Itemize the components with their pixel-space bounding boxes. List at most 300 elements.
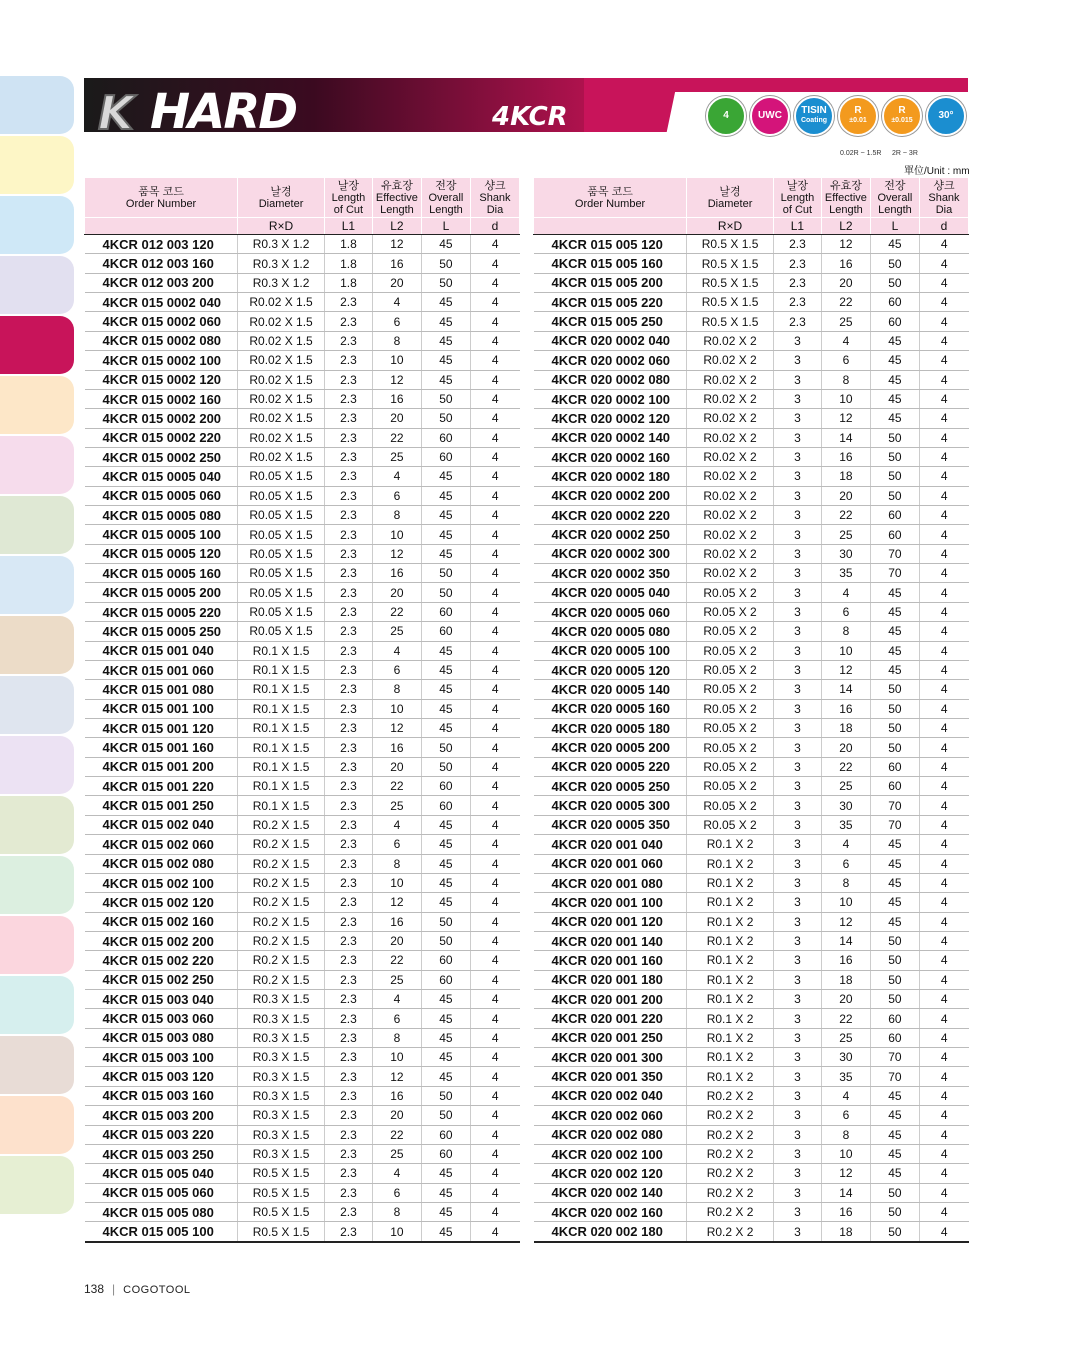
diameter-cell: R0.2 X 1.5 [238, 951, 325, 970]
diameter-cell: R0.1 X 2 [687, 893, 774, 912]
l2-cell: 16 [821, 254, 870, 273]
table-row [85, 990, 520, 1009]
diameter-cell: R0.2 X 1.5 [238, 873, 325, 892]
overall-length-cell: 50 [421, 583, 470, 602]
order-number-cell: 4KCR 020 0005 080 [534, 622, 687, 641]
shank-dia-cell: 4 [470, 777, 519, 796]
order-number-cell: 4KCR 015 0005 100 [85, 525, 238, 544]
table-row [534, 1009, 969, 1028]
l1-cell: 2.3 [324, 331, 372, 350]
l2-cell: 16 [821, 1202, 870, 1221]
diameter-cell: R0.5 X 1.5 [687, 254, 774, 273]
shank-dia-cell: 4 [919, 447, 968, 466]
order-number-cell: 4KCR 015 0002 120 [85, 370, 238, 389]
shank-dia-cell: 4 [470, 796, 519, 815]
table-row [534, 1028, 969, 1047]
l2-cell: 14 [821, 428, 870, 447]
col-overall-length: 전장 Overall Length [421, 178, 470, 218]
l2-cell: 22 [372, 1125, 421, 1144]
l1-cell: 3 [773, 467, 821, 486]
l1-cell: 3 [773, 389, 821, 408]
l1-cell: 3 [773, 835, 821, 854]
side-tab [0, 136, 74, 194]
diameter-cell: R0.02 X 2 [687, 544, 774, 563]
diameter-cell: R0.3 X 1.5 [238, 1009, 325, 1028]
spec-table-right [533, 178, 969, 1243]
l1-cell: 2.3 [324, 796, 372, 815]
shank-dia-cell: 4 [470, 273, 519, 292]
l1-cell: 3 [773, 1028, 821, 1047]
table-row [85, 699, 520, 718]
overall-length-cell: 50 [421, 389, 470, 408]
diameter-cell: R0.05 X 2 [687, 583, 774, 602]
l1-cell: 2.3 [324, 1009, 372, 1028]
side-tab [0, 376, 74, 434]
overall-length-cell: 50 [870, 467, 919, 486]
l2-cell: 12 [821, 1164, 870, 1183]
shank-dia-cell: 4 [470, 854, 519, 873]
overall-length-cell: 50 [421, 738, 470, 757]
l1-cell: 3 [773, 660, 821, 679]
l1-cell: 2.3 [773, 254, 821, 273]
order-number-cell: 4KCR 015 003 060 [85, 1009, 238, 1028]
table-row [534, 622, 969, 641]
l2-cell: 4 [372, 1164, 421, 1183]
l2-cell: 4 [821, 331, 870, 350]
l2-cell: 6 [372, 1009, 421, 1028]
badge-note-2: 2R ~ 3R [892, 150, 918, 157]
l1-cell: 2.3 [324, 1067, 372, 1086]
shank-dia-cell: 4 [470, 622, 519, 641]
l1-cell: 2.3 [324, 680, 372, 699]
overall-length-cell: 50 [870, 428, 919, 447]
l2-cell: 20 [372, 273, 421, 292]
l2-cell: 6 [821, 351, 870, 370]
overall-length-cell: 45 [421, 331, 470, 350]
shank-dia-cell: 4 [470, 815, 519, 834]
table-row [534, 428, 969, 447]
table-row [534, 370, 969, 389]
table-row [534, 1222, 969, 1242]
shank-dia-cell: 4 [919, 409, 968, 428]
overall-length-cell: 60 [421, 970, 470, 989]
l2-cell: 10 [821, 1144, 870, 1163]
l2-cell: 4 [821, 1086, 870, 1105]
side-tab [0, 316, 74, 374]
order-number-cell: 4KCR 012 003 200 [85, 273, 238, 292]
l2-cell: 14 [821, 1183, 870, 1202]
overall-length-cell: 50 [870, 699, 919, 718]
l1-cell: 2.3 [324, 660, 372, 679]
l2-cell: 22 [372, 777, 421, 796]
table-row [85, 1183, 520, 1202]
diameter-cell: R0.02 X 1.5 [238, 409, 325, 428]
order-number-cell: 4KCR 020 002 160 [534, 1202, 687, 1221]
l2-cell: 18 [821, 467, 870, 486]
l2-cell: 22 [821, 293, 870, 312]
diameter-cell: R0.3 X 1.5 [238, 1028, 325, 1047]
order-number-cell: 4KCR 015 003 080 [85, 1028, 238, 1047]
table-row [534, 486, 969, 505]
overall-length-cell: 45 [421, 699, 470, 718]
table-row [85, 235, 520, 254]
overall-length-cell: 70 [870, 796, 919, 815]
side-tab [0, 856, 74, 914]
order-number-cell: 4KCR 020 001 080 [534, 873, 687, 892]
l1-cell: 3 [773, 854, 821, 873]
order-number-cell: 4KCR 015 005 220 [534, 293, 687, 312]
order-number-cell: 4KCR 020 001 350 [534, 1067, 687, 1086]
diameter-cell: R0.05 X 2 [687, 796, 774, 815]
overall-length-cell: 45 [870, 912, 919, 931]
overall-length-cell: 50 [421, 564, 470, 583]
series-banner [84, 78, 968, 140]
overall-length-cell: 60 [870, 525, 919, 544]
l2-cell: 6 [372, 835, 421, 854]
sub-header-l2: L2 [821, 218, 870, 235]
table-row [534, 718, 969, 737]
table-row [534, 951, 969, 970]
diameter-cell: R0.05 X 2 [687, 815, 774, 834]
series-title: HARD [150, 84, 297, 140]
order-number-cell: 4KCR 015 005 120 [534, 235, 687, 254]
diameter-cell: R0.5 X 1.5 [687, 293, 774, 312]
table-row [534, 1067, 969, 1086]
order-number-cell: 4KCR 015 003 040 [85, 990, 238, 1009]
table-row [85, 718, 520, 737]
shank-dia-cell: 4 [470, 1125, 519, 1144]
overall-length-cell: 45 [870, 854, 919, 873]
col-length-of-cut: 날장 Length of Cut [324, 178, 372, 218]
order-number-cell: 4KCR 012 003 120 [85, 235, 238, 254]
l2-cell: 12 [821, 235, 870, 254]
table-row [534, 912, 969, 931]
overall-length-cell: 45 [421, 835, 470, 854]
diameter-cell: R0.3 X 1.5 [238, 990, 325, 1009]
order-number-cell: 4KCR 015 005 160 [534, 254, 687, 273]
table-row [85, 486, 520, 505]
overall-length-cell: 45 [421, 544, 470, 563]
overall-length-cell: 45 [870, 1086, 919, 1105]
overall-length-cell: 50 [421, 931, 470, 950]
order-number-cell: 4KCR 020 0002 100 [534, 389, 687, 408]
diameter-cell: R0.02 X 1.5 [238, 293, 325, 312]
l1-cell: 3 [773, 506, 821, 525]
table-row [85, 757, 520, 776]
diameter-cell: R0.2 X 1.5 [238, 835, 325, 854]
order-number-cell: 4KCR 020 001 220 [534, 1009, 687, 1028]
overall-length-cell: 70 [870, 564, 919, 583]
order-number-cell: 4KCR 020 0002 120 [534, 409, 687, 428]
l2-cell: 8 [372, 854, 421, 873]
order-number-cell: 4KCR 020 0005 350 [534, 815, 687, 834]
order-number-cell: 4KCR 015 0002 080 [85, 331, 238, 350]
side-tab [0, 976, 74, 1034]
order-number-cell: 4KCR 015 0005 220 [85, 602, 238, 621]
diameter-cell: R0.02 X 2 [687, 331, 774, 350]
l2-cell: 10 [372, 351, 421, 370]
shank-dia-cell: 4 [919, 1202, 968, 1221]
badge-label: 4 [723, 110, 729, 121]
table-row [534, 564, 969, 583]
order-number-cell: 4KCR 020 001 140 [534, 931, 687, 950]
l2-cell: 8 [372, 680, 421, 699]
l2-cell: 10 [372, 1222, 421, 1242]
l2-cell: 6 [372, 486, 421, 505]
overall-length-cell: 45 [421, 293, 470, 312]
col-diameter: 날경 Diameter [687, 178, 774, 218]
l2-cell: 12 [821, 660, 870, 679]
overall-length-cell: 45 [870, 370, 919, 389]
l1-cell: 2.3 [324, 641, 372, 660]
table-row [534, 680, 969, 699]
overall-length-cell: 50 [421, 1086, 470, 1105]
l2-cell: 35 [821, 564, 870, 583]
order-number-cell: 4KCR 020 0005 220 [534, 757, 687, 776]
overall-length-cell: 60 [870, 757, 919, 776]
overall-length-cell: 45 [870, 1144, 919, 1163]
shank-dia-cell: 4 [919, 1106, 968, 1125]
l1-cell: 3 [773, 1164, 821, 1183]
l2-cell: 12 [372, 235, 421, 254]
table-row [534, 409, 969, 428]
l2-cell: 20 [372, 757, 421, 776]
overall-length-cell: 60 [870, 777, 919, 796]
table-row [534, 835, 969, 854]
shank-dia-cell: 4 [470, 718, 519, 737]
l2-cell: 16 [821, 951, 870, 970]
l2-cell: 10 [821, 389, 870, 408]
diameter-cell: R0.5 X 1.5 [238, 1183, 325, 1202]
table-row [534, 854, 969, 873]
shank-dia-cell: 4 [919, 428, 968, 447]
sub-header-d: d [470, 218, 519, 235]
overall-length-cell: 50 [870, 1222, 919, 1242]
diameter-cell: R0.02 X 2 [687, 506, 774, 525]
diameter-cell: R0.2 X 1.5 [238, 970, 325, 989]
shank-dia-cell: 4 [919, 757, 968, 776]
l1-cell: 3 [773, 893, 821, 912]
l1-cell: 3 [773, 757, 821, 776]
overall-length-cell: 50 [421, 912, 470, 931]
order-number-cell: 4KCR 020 0002 060 [534, 351, 687, 370]
l1-cell: 2.3 [324, 1183, 372, 1202]
diameter-cell: R0.1 X 2 [687, 873, 774, 892]
l1-cell: 2.3 [324, 873, 372, 892]
order-number-cell: 4KCR 020 001 200 [534, 990, 687, 1009]
col-overall-length: 전장 Overall Length [870, 178, 919, 218]
shank-dia-cell: 4 [919, 660, 968, 679]
l1-cell: 2.3 [324, 931, 372, 950]
diameter-cell: R0.5 X 1.5 [687, 273, 774, 292]
order-number-cell: 4KCR 020 001 040 [534, 835, 687, 854]
diameter-cell: R0.05 X 2 [687, 699, 774, 718]
table-row [85, 1086, 520, 1105]
diameter-cell: R0.05 X 1.5 [238, 525, 325, 544]
l2-cell: 22 [821, 757, 870, 776]
table-row [534, 1086, 969, 1105]
order-number-cell: 4KCR 015 005 100 [85, 1222, 238, 1242]
l2-cell: 4 [372, 467, 421, 486]
diameter-cell: R0.1 X 1.5 [238, 796, 325, 815]
order-number-cell: 4KCR 020 0002 080 [534, 370, 687, 389]
table-row [534, 777, 969, 796]
order-number-cell: 4KCR 015 0002 220 [85, 428, 238, 447]
diameter-cell: R0.02 X 2 [687, 525, 774, 544]
order-number-cell: 4KCR 015 001 120 [85, 718, 238, 737]
table-row [534, 641, 969, 660]
l1-cell: 2.3 [324, 893, 372, 912]
table-row [85, 835, 520, 854]
l2-cell: 4 [821, 835, 870, 854]
overall-length-cell: 45 [421, 525, 470, 544]
overall-length-cell: 45 [421, 660, 470, 679]
table-row [534, 1144, 969, 1163]
diameter-cell: R0.1 X 1.5 [238, 699, 325, 718]
l2-cell: 16 [821, 699, 870, 718]
overall-length-cell: 60 [421, 602, 470, 621]
order-number-cell: 4KCR 015 005 080 [85, 1202, 238, 1221]
shank-dia-cell: 4 [919, 544, 968, 563]
overall-length-cell: 45 [870, 835, 919, 854]
l2-cell: 16 [372, 1086, 421, 1105]
l1-cell: 3 [773, 1009, 821, 1028]
diameter-cell: R0.02 X 2 [687, 370, 774, 389]
order-number-cell: 4KCR 020 002 140 [534, 1183, 687, 1202]
l1-cell: 2.3 [324, 564, 372, 583]
diameter-cell: R0.3 X 1.2 [238, 254, 325, 273]
table-row [85, 1048, 520, 1067]
side-tab [0, 736, 74, 794]
shank-dia-cell: 4 [470, 544, 519, 563]
l1-cell: 3 [773, 1183, 821, 1202]
overall-length-cell: 45 [421, 1048, 470, 1067]
l2-cell: 12 [372, 1067, 421, 1086]
l1-cell: 2.3 [324, 467, 372, 486]
overall-length-cell: 50 [870, 486, 919, 505]
l1-cell: 2.3 [324, 1086, 372, 1105]
col-shank-dia: 샹크 Shank Dia [919, 178, 968, 218]
order-number-cell: 4KCR 020 002 040 [534, 1086, 687, 1105]
table-row [85, 1144, 520, 1163]
l1-cell: 2.3 [324, 1144, 372, 1163]
footer-separator: | [112, 1282, 116, 1296]
shank-dia-cell: 4 [919, 486, 968, 505]
l1-cell: 2.3 [324, 815, 372, 834]
l1-cell: 2.3 [324, 447, 372, 466]
table-row [534, 1202, 969, 1221]
radius-tolerance-icon [838, 96, 878, 136]
shank-dia-cell: 4 [470, 447, 519, 466]
table-row [85, 544, 520, 563]
diameter-cell: R0.1 X 2 [687, 912, 774, 931]
l1-cell: 3 [773, 409, 821, 428]
overall-length-cell: 45 [421, 1222, 470, 1242]
series-k-logo: K [98, 86, 132, 140]
table-row [534, 389, 969, 408]
diameter-cell: R0.2 X 2 [687, 1222, 774, 1242]
overall-length-cell: 45 [421, 1202, 470, 1221]
table-row [534, 447, 969, 466]
col-effective-length: 유효장 Effective Length [372, 178, 421, 218]
l2-cell: 25 [821, 312, 870, 331]
order-number-cell: 4KCR 020 001 160 [534, 951, 687, 970]
shank-dia-cell: 4 [470, 660, 519, 679]
order-number-cell: 4KCR 020 0002 180 [534, 467, 687, 486]
l1-cell: 3 [773, 1067, 821, 1086]
table-row [534, 757, 969, 776]
shank-dia-cell: 4 [919, 583, 968, 602]
order-number-cell: 4KCR 015 0005 040 [85, 467, 238, 486]
diameter-cell: R0.05 X 1.5 [238, 486, 325, 505]
shank-dia-cell: 4 [470, 293, 519, 312]
l2-cell: 16 [372, 738, 421, 757]
overall-length-cell: 60 [421, 951, 470, 970]
tisin-coating-icon [794, 96, 834, 136]
l2-cell: 8 [372, 1028, 421, 1047]
uwc-icon [750, 96, 790, 136]
col-order-number: 품목 코드 Order Number [85, 178, 238, 218]
l2-cell: 16 [821, 447, 870, 466]
l1-cell: 3 [773, 680, 821, 699]
diameter-cell: R0.1 X 1.5 [238, 641, 325, 660]
overall-length-cell: 45 [421, 506, 470, 525]
order-number-cell: 4KCR 015 002 100 [85, 873, 238, 892]
l2-cell: 22 [372, 951, 421, 970]
l1-cell: 3 [773, 544, 821, 563]
l1-cell: 3 [773, 641, 821, 660]
l2-cell: 10 [821, 641, 870, 660]
overall-length-cell: 45 [421, 990, 470, 1009]
l2-cell: 18 [821, 970, 870, 989]
overall-length-cell: 45 [421, 718, 470, 737]
l1-cell: 2.3 [324, 912, 372, 931]
table-row [85, 970, 520, 989]
order-number-cell: 4KCR 015 002 160 [85, 912, 238, 931]
table-row [534, 525, 969, 544]
table-row [85, 564, 520, 583]
badge-sub-label: ±0.015 [891, 117, 913, 124]
l2-cell: 8 [372, 1202, 421, 1221]
l1-cell: 3 [773, 873, 821, 892]
l2-cell: 22 [821, 506, 870, 525]
diameter-cell: R0.05 X 1.5 [238, 544, 325, 563]
overall-length-cell: 45 [421, 1067, 470, 1086]
l2-cell: 12 [821, 912, 870, 931]
order-number-cell: 4KCR 015 0005 120 [85, 544, 238, 563]
overall-length-cell: 45 [421, 815, 470, 834]
order-number-cell: 4KCR 015 001 040 [85, 641, 238, 660]
shank-dia-cell: 4 [470, 235, 519, 254]
diameter-cell: R0.5 X 1.5 [238, 1222, 325, 1242]
table-row [85, 951, 520, 970]
sub-header-l1: L1 [773, 218, 821, 235]
shank-dia-cell: 4 [470, 641, 519, 660]
side-tab [0, 496, 74, 554]
overall-length-cell: 50 [870, 1183, 919, 1202]
l1-cell: 1.8 [324, 254, 372, 273]
table-row [85, 1125, 520, 1144]
l1-cell: 2.3 [324, 1125, 372, 1144]
table-row [534, 815, 969, 834]
table-row [534, 1164, 969, 1183]
overall-length-cell: 45 [870, 641, 919, 660]
shank-dia-cell: 4 [470, 757, 519, 776]
diameter-cell: R0.5 X 1.5 [238, 1164, 325, 1183]
diameter-cell: R0.02 X 2 [687, 564, 774, 583]
l1-cell: 3 [773, 718, 821, 737]
l1-cell: 3 [773, 1222, 821, 1242]
